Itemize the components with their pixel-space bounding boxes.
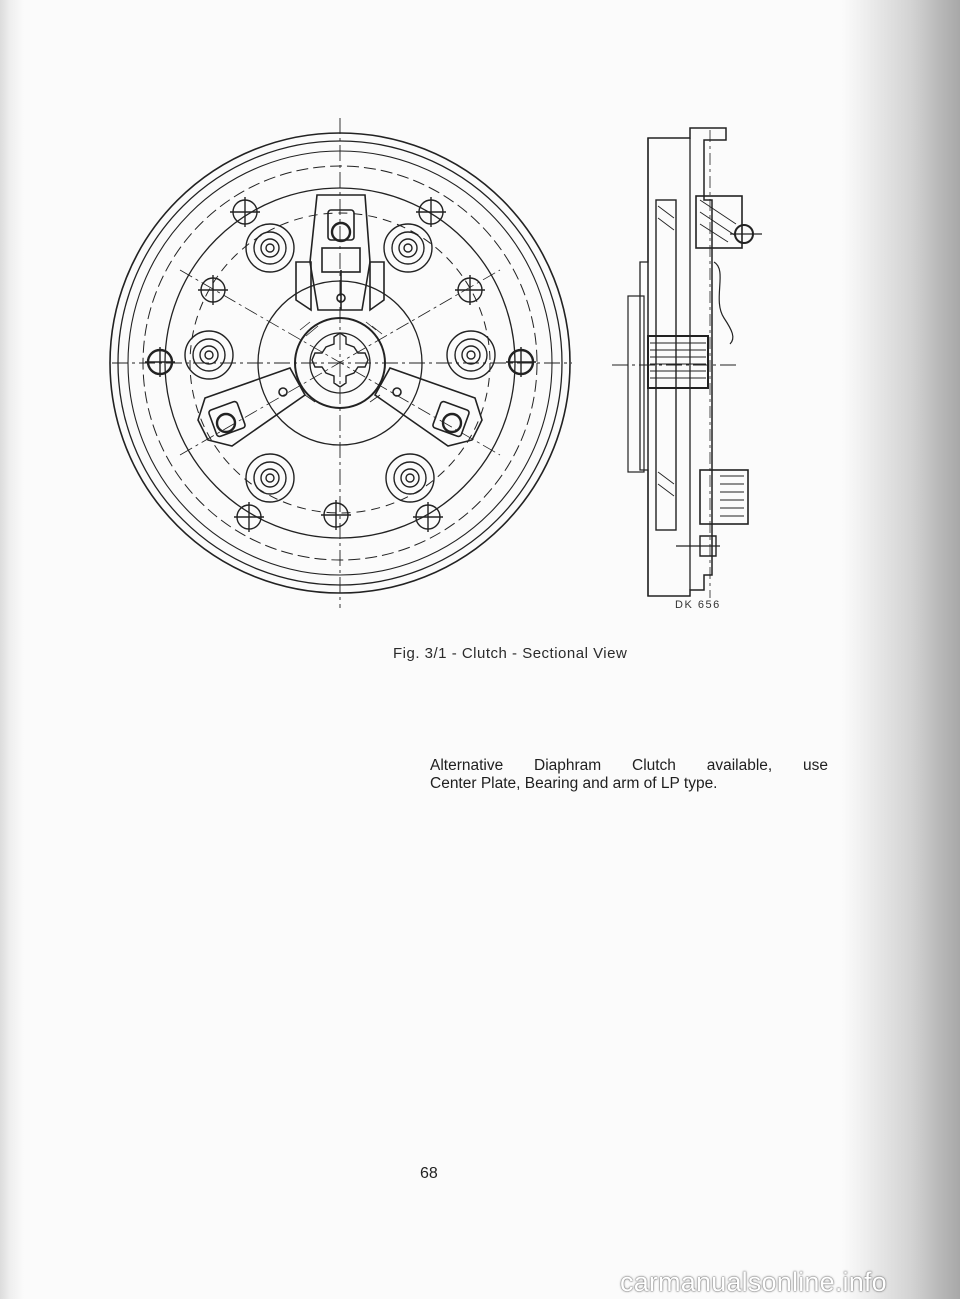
drawing-code: DK 656: [675, 599, 721, 611]
clutch-front-view: [110, 118, 572, 608]
note-line-1: Alternative Diaphram Clutch available, use: [430, 757, 828, 774]
clutch-note: [430, 757, 828, 793]
page-number: 68: [420, 1165, 438, 1182]
site-watermark: carmanualsonline.info: [620, 1267, 887, 1297]
figure-caption: Fig. 3/1 - Clutch - Sectional View: [393, 645, 628, 662]
clutch-side-section: [612, 128, 762, 598]
note-line-2: Center Plate, Bearing and arm of LP type.: [430, 775, 718, 792]
